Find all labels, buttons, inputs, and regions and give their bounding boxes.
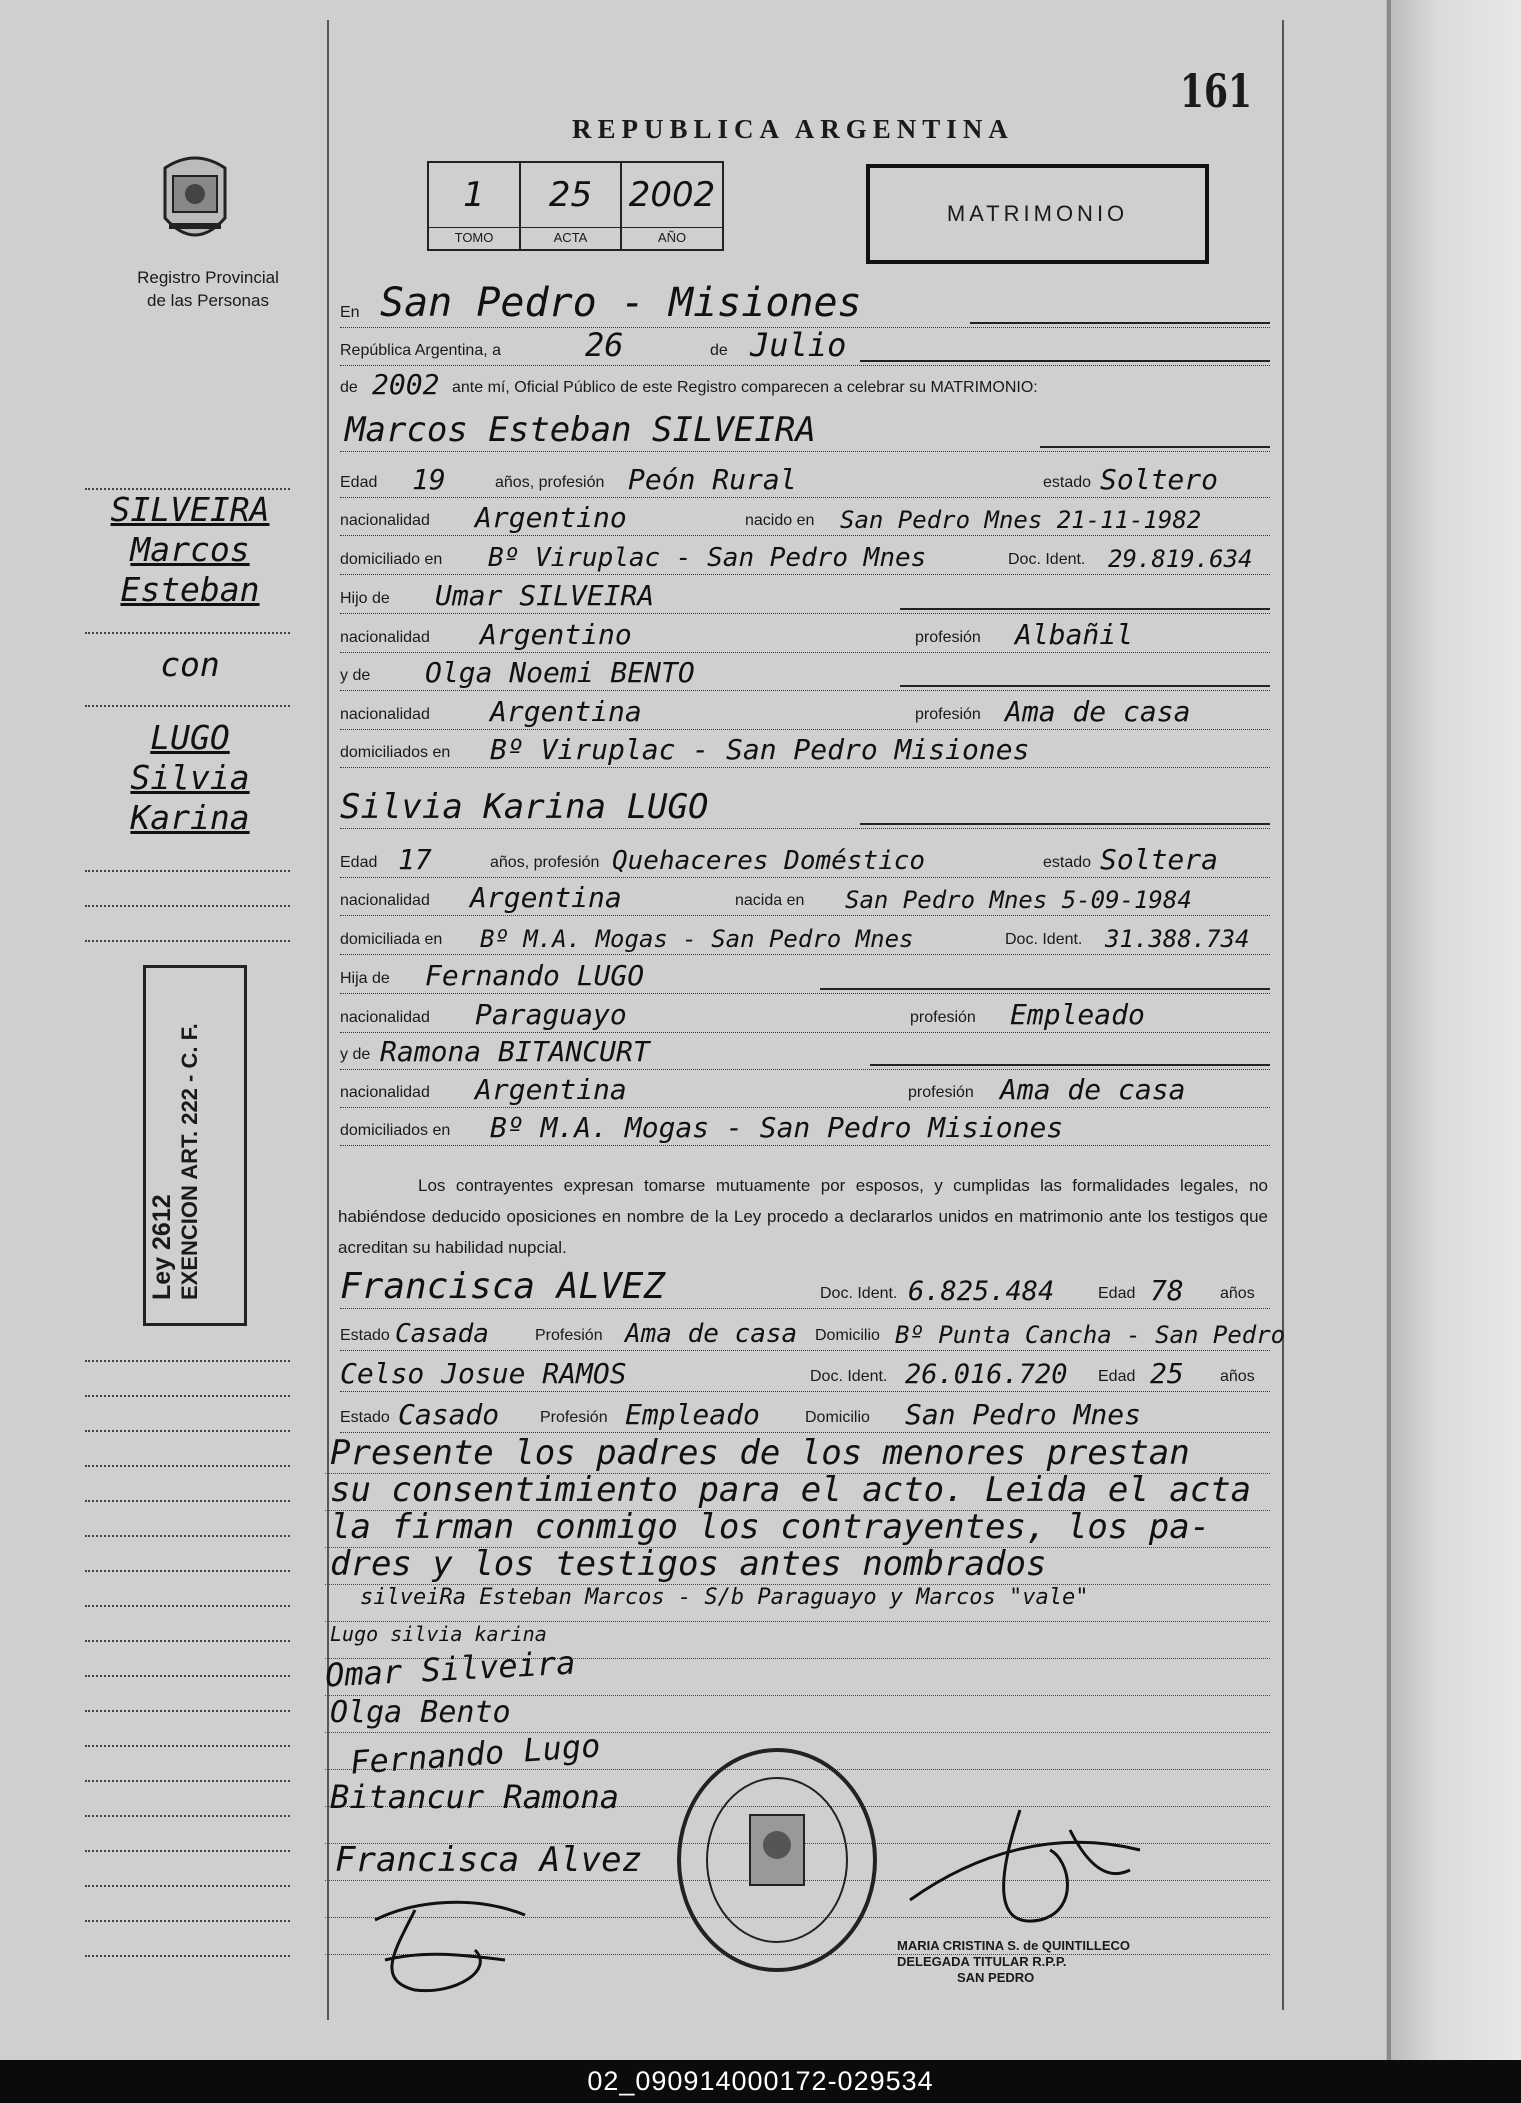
margin-line: [85, 1955, 290, 1957]
margin-line: [85, 1780, 290, 1782]
note-line-4: dres y los testigos antes nombrados: [330, 1544, 1047, 1584]
margin-line: [85, 1395, 290, 1397]
row-groom-address: [340, 537, 1270, 577]
label-edad: Edad: [340, 474, 378, 491]
acta-label: ACTA: [521, 227, 620, 245]
bride-age: 17: [398, 843, 432, 876]
label-anos: años: [1220, 1368, 1255, 1385]
witness1-name: Francisca ALVEZ: [340, 1266, 666, 1307]
label-hijo-de: Hijo de: [340, 590, 390, 607]
bride-father: Fernando LUGO: [425, 959, 645, 992]
margin-line: [85, 705, 290, 707]
row-witness2: [340, 1350, 1270, 1394]
signature-names-line1: silveiRa Esteban Marcos - S/b Paraguayo y Marcos "vale": [360, 1585, 1089, 1610]
margin-line: [85, 1465, 290, 1467]
right-rule: [1282, 20, 1284, 2010]
label-edad: Edad: [1098, 1368, 1136, 1385]
margin-line: [85, 1675, 290, 1677]
provincial-seal-icon: [155, 148, 235, 252]
witness2-name: Celso Josue RAMOS: [340, 1357, 627, 1390]
row-bride-father: [340, 956, 1270, 996]
groom-age: 19: [412, 463, 446, 496]
margin-bride-name1: Silvia: [130, 758, 250, 797]
witness2-status: Casado: [398, 1398, 500, 1431]
witness1-doc: 6.825.484: [908, 1276, 1055, 1307]
stamp-law: Ley 2612: [148, 1194, 176, 1300]
act-reference-box: [427, 161, 724, 251]
tomo-cell: [429, 163, 521, 249]
bride-full-name: Silvia Karina LUGO: [340, 787, 709, 827]
margin-line: [85, 1500, 290, 1502]
bride-marital-status: Soltera: [1100, 843, 1219, 876]
act-type-box: [866, 164, 1209, 264]
label-celebrate: ante mí, Oficial Público de este Registro comparecen a celebrar su MATRIMONIO:: [452, 379, 1038, 396]
registry-line1: Registro Provincial: [137, 268, 279, 287]
label-republica: República Argentina, a: [340, 342, 501, 359]
label-domiciliados-en: domiciliados en: [340, 1122, 451, 1139]
official-stamp: [897, 1938, 1130, 1986]
acta-cell: [521, 163, 622, 249]
label-profesion: Profesión: [540, 1409, 608, 1426]
row-groom-nationality: [340, 498, 1270, 538]
act-place: San Pedro - Misiones: [380, 280, 862, 326]
label-domiciliada-en: domiciliada en: [340, 931, 443, 948]
book-edge-line: [1387, 0, 1391, 2060]
signature-witness: Francisca Alvez: [335, 1840, 643, 1880]
ano-value: 2002: [628, 175, 716, 215]
bride-nationality: Argentina: [470, 881, 622, 914]
witness1-address: Bº Punta Cancha - San Pedro: [895, 1321, 1286, 1349]
official-name: MARIA CRISTINA S. de QUINTILLECO: [897, 1938, 1131, 1953]
margin-line: [85, 632, 290, 634]
bride-father-nationality: Paraguayo: [475, 998, 627, 1031]
groom-marital-status: Soltero: [1100, 463, 1219, 496]
row-date: [340, 328, 1270, 368]
signature-father-bride: Fernando Lugo: [348, 1726, 602, 1782]
row-groom-father: [340, 576, 1270, 616]
registry-round-seal: [675, 1745, 880, 1975]
margin-line: [85, 1430, 290, 1432]
margin-line: [85, 1885, 290, 1887]
act-year: 2002: [372, 368, 440, 401]
country-title: REPUBLICA ARGENTINA: [572, 114, 1014, 144]
label-profesion: profesión: [910, 1009, 976, 1026]
bride-mother-nationality: Argentina: [475, 1073, 627, 1106]
groom-doc: 29.819.634: [1108, 545, 1253, 573]
margin-line: [85, 1850, 290, 1852]
official-role: DELEGADA TITULAR R.P.P.: [897, 1954, 1067, 1969]
label-y-de: y de: [340, 667, 371, 684]
witness2-signature-icon: [355, 1890, 535, 2000]
ano-label: AÑO: [622, 227, 722, 245]
margin-line: [85, 1745, 290, 1747]
label-profesion: profesión: [908, 1084, 974, 1101]
margin-line: [85, 1360, 290, 1362]
row-bride-father-nat: [340, 995, 1270, 1035]
groom-parents-address: Bº Viruplac - San Pedro Misiones: [490, 733, 1030, 766]
label-de: de: [710, 342, 728, 359]
witness1-age: 78: [1150, 1274, 1184, 1307]
label-profesion: Profesión: [535, 1327, 603, 1344]
label-nacionalidad: nacionalidad: [340, 512, 430, 529]
label-de-year: de: [340, 379, 358, 396]
label-estado: estado: [1043, 854, 1092, 871]
row-place: [340, 280, 1270, 330]
groom-father: Umar SILVEIRA: [435, 579, 655, 612]
label-en: En: [340, 304, 360, 321]
tomo-value: 1: [463, 175, 485, 215]
official-signature-icon: [900, 1790, 1150, 1940]
label-nacionalidad: nacionalidad: [340, 629, 430, 646]
row-bride-name: [340, 785, 1270, 831]
ano-cell: [622, 163, 722, 249]
act-type: MATRIMONIO: [946, 201, 1129, 226]
witness1-profession: Ama de casa: [625, 1319, 798, 1349]
margin-line: [85, 1570, 290, 1572]
margin-line: [85, 1710, 290, 1712]
row-bride-mother-nat: [340, 1070, 1270, 1110]
row-year: [340, 365, 1270, 405]
label-doc-ident: Doc. Ident.: [820, 1285, 898, 1302]
label-hija-de: Hija de: [340, 970, 390, 987]
official-place: SAN PEDRO: [957, 1970, 1035, 1985]
act-day: 26: [585, 326, 624, 364]
row-bride-age: [340, 840, 1270, 880]
margin-bride-surname: LUGO: [150, 718, 230, 757]
margin-line: [85, 1815, 290, 1817]
row-groom-age: [340, 460, 1270, 500]
witness2-address: San Pedro Mnes: [905, 1398, 1142, 1431]
bride-doc: 31.388.734: [1105, 925, 1250, 953]
label-nacionalidad: nacionalidad: [340, 1009, 430, 1026]
note-line-1: Presente los padres de los menores prestan: [330, 1433, 1190, 1473]
margin-groom-name2: Esteban: [120, 570, 260, 609]
tomo-label: TOMO: [429, 227, 519, 245]
signature-mother-groom: Olga Bento: [330, 1695, 511, 1730]
margin-groom-name1: Marcos: [130, 530, 250, 569]
row-groom-parents-address: [340, 730, 1270, 770]
label-anos-profesion: años, profesión: [495, 474, 605, 491]
label-domiciliados-en: domiciliados en: [340, 744, 451, 761]
row-bride-mother: [340, 1032, 1270, 1072]
groom-father-nationality: Argentino: [480, 618, 632, 651]
page-number: 161: [1180, 64, 1253, 118]
row-bride-parents-address: [340, 1108, 1270, 1148]
groom-mother-profession: Ama de casa: [1005, 695, 1191, 728]
book-edge: [1386, 0, 1521, 2060]
label-doc-ident: Doc. Ident.: [1008, 551, 1086, 568]
label-nacida-en: nacida en: [735, 892, 805, 909]
margin-line: [85, 940, 290, 942]
row-groom-name: [340, 408, 1270, 454]
margin-line: [85, 1535, 290, 1537]
label-nacido-en: nacido en: [745, 512, 815, 529]
row-groom-father-nat: [340, 615, 1270, 655]
groom-full-name: Marcos Esteban SILVEIRA: [345, 410, 816, 450]
stamp-exemption: EXENCION ART. 222 - C. F.: [177, 1023, 202, 1300]
signature-father-groom: Omar Silveira: [324, 1643, 577, 1695]
bride-mother: Ramona BITANCURT: [380, 1035, 650, 1068]
groom-mother: Olga Noemi BENTO: [425, 656, 695, 689]
margin-conjunction: con: [160, 645, 220, 684]
ruled-line: [325, 1732, 1270, 1733]
witness1-status: Casada: [395, 1319, 489, 1349]
label-profesion: profesión: [915, 706, 981, 723]
note-line-2: su consentimiento para el acto. Leida el acta: [330, 1470, 1252, 1510]
bride-birth: San Pedro Mnes 5-09-1984: [845, 886, 1192, 914]
label-y-de: y de: [340, 1046, 371, 1063]
witness2-age: 25: [1150, 1357, 1184, 1390]
margin-line: [85, 905, 290, 907]
label-anos: años: [1220, 1285, 1255, 1302]
label-edad: Edad: [1098, 1285, 1136, 1302]
bride-address: Bº M.A. Mogas - San Pedro Mnes: [480, 925, 914, 953]
label-domicilio: Domicilio: [815, 1327, 880, 1344]
image-id-footer: 02_090914000172-029534: [0, 2060, 1521, 2103]
label-domiciliado-en: domiciliado en: [340, 551, 443, 568]
groom-address: Bº Viruplac - San Pedro Mnes: [488, 543, 927, 573]
registry-name: [118, 266, 298, 312]
margin-line: [85, 1605, 290, 1607]
label-edad: Edad: [340, 854, 378, 871]
groom-profession: Peón Rural: [628, 463, 797, 496]
margin-groom-surname: SILVEIRA: [110, 490, 270, 529]
act-month: Julio: [750, 326, 847, 364]
label-estado: Estado: [340, 1409, 390, 1426]
label-domicilio: Domicilio: [805, 1409, 870, 1426]
groom-mother-nationality: Argentina: [490, 695, 642, 728]
bride-father-profession: Empleado: [1010, 998, 1145, 1031]
groom-nationality: Argentino: [475, 501, 627, 534]
acta-value: 25: [548, 175, 593, 215]
groom-birth: San Pedro Mnes 21-11-1982: [840, 506, 1202, 534]
label-nacionalidad: nacionalidad: [340, 892, 430, 909]
row-witness2-details: [340, 1395, 1270, 1435]
bride-mother-profession: Ama de casa: [1000, 1073, 1186, 1106]
row-bride-nationality: [340, 878, 1270, 918]
row-witness1: [340, 1265, 1270, 1311]
row-witness1-details: [340, 1313, 1286, 1353]
label-estado: Estado: [340, 1327, 390, 1344]
signature-mother-bride: Bitancur Ramona: [330, 1778, 619, 1816]
row-groom-mother: [340, 653, 1270, 693]
exemption-stamp-text: [148, 950, 203, 1300]
registry-line2: de las Personas: [147, 291, 269, 310]
margin-line: [85, 1640, 290, 1642]
witness2-profession: Empleado: [625, 1398, 760, 1431]
witness2-doc: 26.016.720: [905, 1359, 1068, 1390]
margin-rule: [327, 20, 329, 2020]
groom-father-profession: Albañil: [1015, 618, 1134, 651]
row-bride-address: [340, 917, 1270, 957]
bride-parents-address: Bº M.A. Mogas - San Pedro Misiones: [490, 1111, 1064, 1144]
margin-line: [85, 870, 290, 872]
label-doc-ident: Doc. Ident.: [810, 1368, 888, 1385]
margin-line: [85, 1920, 290, 1922]
label-anos-profesion: años, profesión: [490, 854, 600, 871]
declaration-paragraph: Los contrayentes expresan tomarse mutuamente por esposos, y cumplidas las formalidades legales, no habiéndose deducido oposiciones en nombre de la Ley procedo a declararlos unidos en matrimonio ante los testigos que acreditan su habilidad nupcial.: [338, 1176, 1268, 1257]
label-doc-ident: Doc. Ident.: [1005, 931, 1083, 948]
bride-profession: Quehaceres Doméstico: [612, 846, 926, 876]
label-profesion: profesión: [915, 629, 981, 646]
margin-bride-name2: Karina: [130, 798, 250, 837]
label-nacionalidad: nacionalidad: [340, 1084, 430, 1101]
label-nacionalidad: nacionalidad: [340, 706, 430, 723]
label-estado: estado: [1043, 474, 1092, 491]
signature-names-line2: Lugo silvia karina: [330, 1622, 547, 1646]
note-line-3: la firman conmigo los contrayentes, los pa-: [330, 1507, 1211, 1547]
row-groom-mother-nat: [340, 692, 1270, 732]
